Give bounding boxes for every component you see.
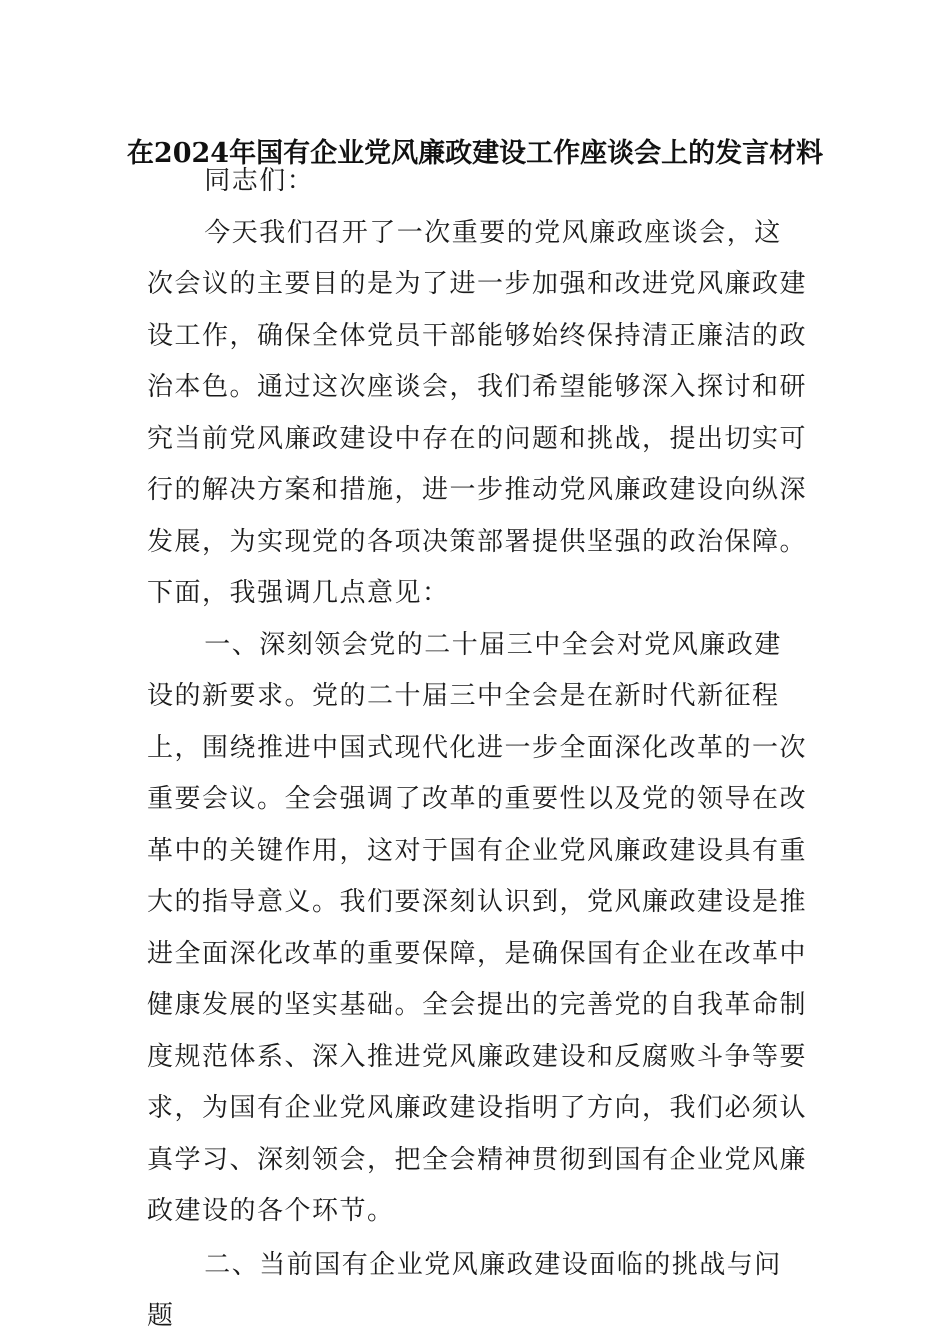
document-title: 在2024年国有企业党风廉政建设工作座谈会上的发言材料 bbox=[126, 138, 824, 169]
paragraph-intro: 今天我们召开了一次重要的党风廉政座谈会，这次会议的主要目的是为了进一步加强和改进党风廉政建设工作，确保全体党员干部能够始终保持清正廉洁的政治本色。通过这次座谈会，我们希望能够深入探讨和研究当前党风廉政建设中存在的问题和挑战，提出切实可行的解决方案和措施，进一步推动党风廉政建设向纵深发展，为实现党的各项决策部署提供坚强的政治保障。下面，我强调几点意见： bbox=[147, 217, 808, 608]
document-body bbox=[147, 154, 807, 1343]
paragraph-section-two-heading: 二、当前国有企业党风廉政建设面临的挑战与问题 bbox=[147, 1249, 782, 1331]
greeting-line: 同志们： bbox=[204, 166, 315, 196]
paragraph-section-one: 一、深刻领会党的二十届三中全会对党风廉政建设的新要求。党的二十届三中全会是在新时代新征程上，围绕推进中国式现代化进一步全面深化改革的一次重要会议。全会强调了改革的重要性以及党的领导在改革中的关键作用，这对于国有企业党风廉政建设具有重大的指导意义。我们要深刻认识到，党风廉政建设是推进全面深化改革的重要保障，是确保国有企业在改革中健康发展的坚实基础。全会提出的完善党的自我革命制度规范体系、深入推进党风廉政建设和反腐败斗争等要求，为国有企业党风廉政建设指明了方向，我们必须认真学习、深刻领会，把全会精神贯彻到国有企业党风廉政建设的各个环节。 bbox=[147, 629, 808, 1226]
